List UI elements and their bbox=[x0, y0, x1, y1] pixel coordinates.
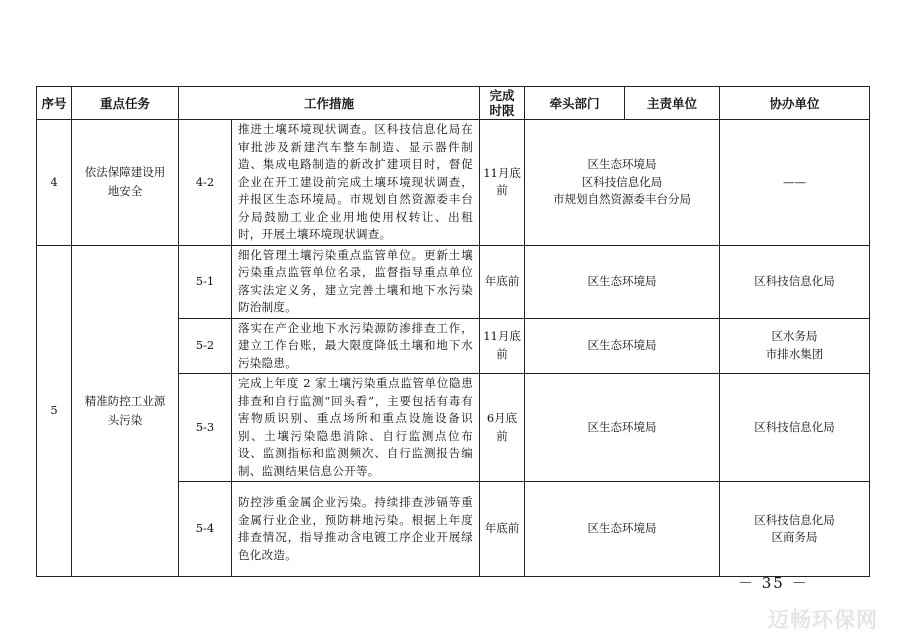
assist-cell: —— bbox=[720, 120, 870, 246]
assist-cell: 区科技信息化局 区商务局 bbox=[720, 482, 870, 577]
measure-cell: 推进土壤环境现状调查。区科技信息化局在审批涉及新建汽车整车制造、显示器件制造、集成电路制造的新改扩建项目时，督促企业在开工建设前完成土壤环境现状调查，并报区生态环境局。市规划自然资源委丰台分局鼓励工业企业用地使用权转让、出租时，开展土壤环境现状调查。 bbox=[232, 120, 480, 246]
table-row bbox=[37, 245, 870, 318]
header-deadline: 完成时限 bbox=[480, 87, 525, 120]
seq-cell: 4 bbox=[37, 120, 72, 246]
assist-cell: 区科技信息化局 bbox=[720, 245, 870, 318]
work-plan-table bbox=[36, 86, 870, 577]
deadline-cell: 6月底前 bbox=[480, 374, 525, 482]
header-row bbox=[37, 87, 870, 120]
header-seq: 序号 bbox=[37, 87, 72, 120]
table-row bbox=[37, 120, 870, 246]
deadline-cell: 11月底前 bbox=[480, 318, 525, 374]
code-cell: 5-4 bbox=[179, 482, 232, 577]
lead-resp-cell: 区生态环境局 bbox=[525, 245, 720, 318]
header-measures: 工作措施 bbox=[179, 87, 480, 120]
task-cell: 依法保障建设用地安全 bbox=[72, 120, 179, 246]
measure-cell: 完成上年度 2 家土壤污染重点监管单位隐患排查和自行监测“回头看”，主要包括有毒有害物质识别、重点场所和重点设施设备识别、土壤污染隐患消除、自行监测点位布设、监测指标和监测频次、自行监测报告编制、监测结果信息公开等。 bbox=[232, 374, 480, 482]
code-cell: 4-2 bbox=[179, 120, 232, 246]
code-cell: 5-2 bbox=[179, 318, 232, 374]
header-task: 重点任务 bbox=[72, 87, 179, 120]
measure-cell: 细化管理土壤污染重点监管单位。更新土壤污染重点监管单位名录，监督指导重点单位落实法定义务，建立完善土壤和地下水污染防治制度。 bbox=[232, 245, 480, 318]
measure-cell: 防控涉重金属企业污染。持续排查涉镉等重金属行业企业，预防耕地污染。根据上年度排查情况，指导推动含电镀工序企业开展绿色化改造。 bbox=[232, 482, 480, 577]
measure-cell: 落实在产企业地下水污染源防渗排查工作，建立工作台账，最大限度降低土壤和地下水污染隐患。 bbox=[232, 318, 480, 374]
assist-cell: 区水务局 市排水集团 bbox=[720, 318, 870, 374]
seq-cell: 5 bbox=[37, 245, 72, 577]
code-cell: 5-1 bbox=[179, 245, 232, 318]
lead-resp-cell: 区生态环境局 区科技信息化局 市规划自然资源委丰台分局 bbox=[525, 120, 720, 246]
header-lead-dept: 牵头部门 bbox=[525, 87, 625, 120]
code-cell: 5-3 bbox=[179, 374, 232, 482]
lead-resp-cell: 区生态环境局 bbox=[525, 374, 720, 482]
deadline-cell: 年底前 bbox=[480, 245, 525, 318]
header-resp-unit: 主责单位 bbox=[625, 87, 720, 120]
lead-resp-cell: 区生态环境局 bbox=[525, 318, 720, 374]
header-assist-unit: 协办单位 bbox=[720, 87, 870, 120]
deadline-cell: 年底前 bbox=[480, 482, 525, 577]
task-cell: 精准防控工业源头污染 bbox=[72, 245, 179, 577]
deadline-cell: 11月底前 bbox=[480, 120, 525, 246]
lead-resp-cell: 区生态环境局 bbox=[525, 482, 720, 577]
page-number: － 35 － bbox=[738, 574, 809, 592]
assist-cell: 区科技信息化局 bbox=[720, 374, 870, 482]
watermark-text: 迈畅环保网 bbox=[768, 608, 878, 632]
